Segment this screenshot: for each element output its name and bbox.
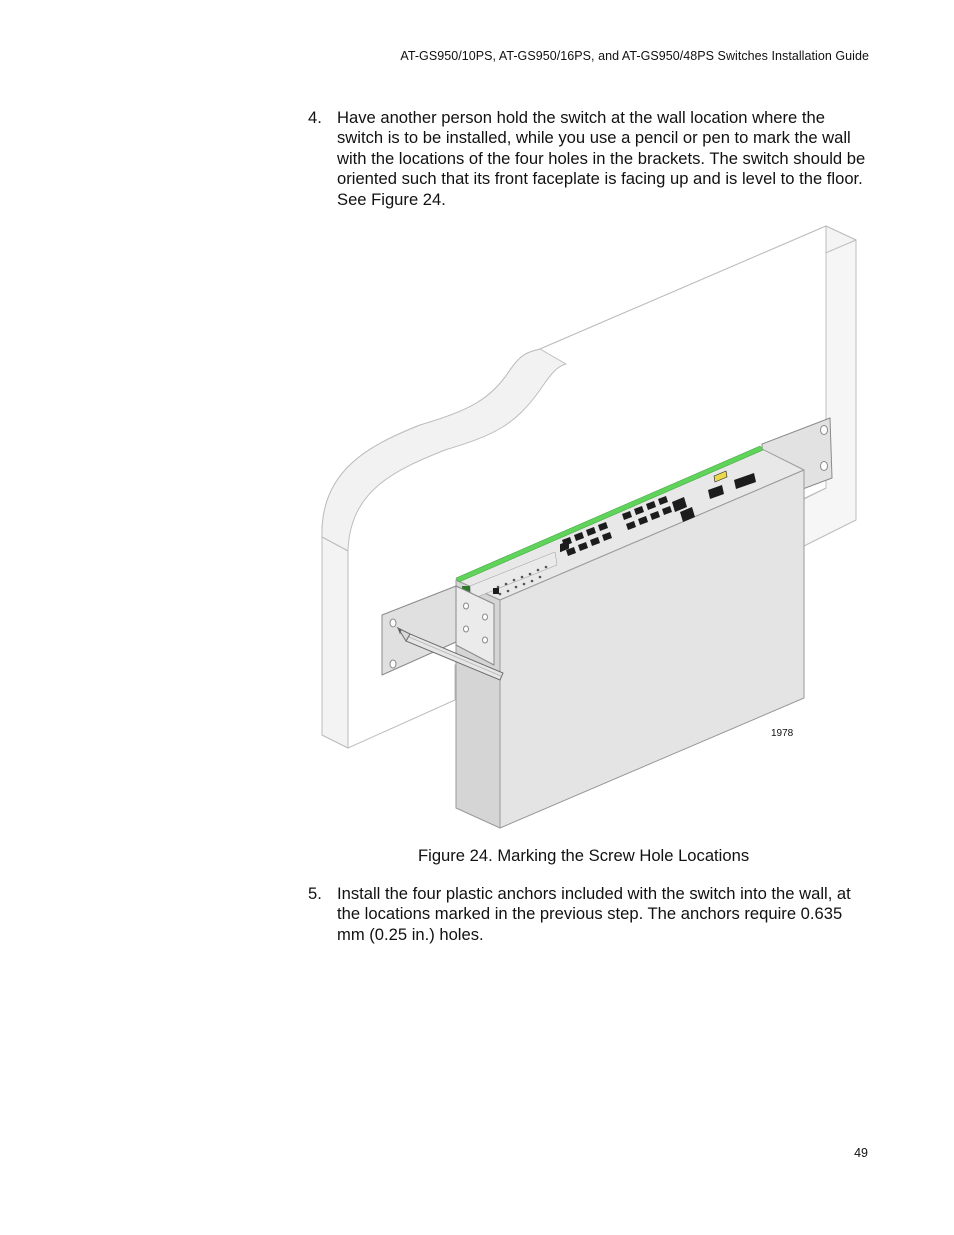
figure-24-illustration (316, 222, 862, 832)
step-5 (308, 884, 874, 945)
step-number: 4. (308, 108, 322, 127)
step-text: Install the four plastic anchors included with the switch into the wall, at the locations marked in the previous step. The anchors require 0.635 mm (0.25 in.) holes. (337, 884, 851, 944)
step-4 (308, 108, 874, 210)
page-number: 49 (854, 1146, 868, 1160)
wall-mount-drawing (316, 222, 862, 832)
figure-id: 1978 (771, 728, 794, 739)
figure-caption: Figure 24. Marking the Screw Hole Locations (418, 846, 750, 865)
step-text: Have another person hold the switch at the wall location where the switch is to be installed, while you use a pencil or pen to mark the wall with the locations of the four holes in the brackets. The switch should be oriented such that its front faceplate is facing up and is level to the floor. See Figure 24. (337, 108, 866, 209)
running-header: AT-GS950/10PS, AT-GS950/16PS, and AT-GS950/48PS Switches Installation Guide (400, 49, 869, 63)
step-number: 5. (308, 884, 322, 903)
